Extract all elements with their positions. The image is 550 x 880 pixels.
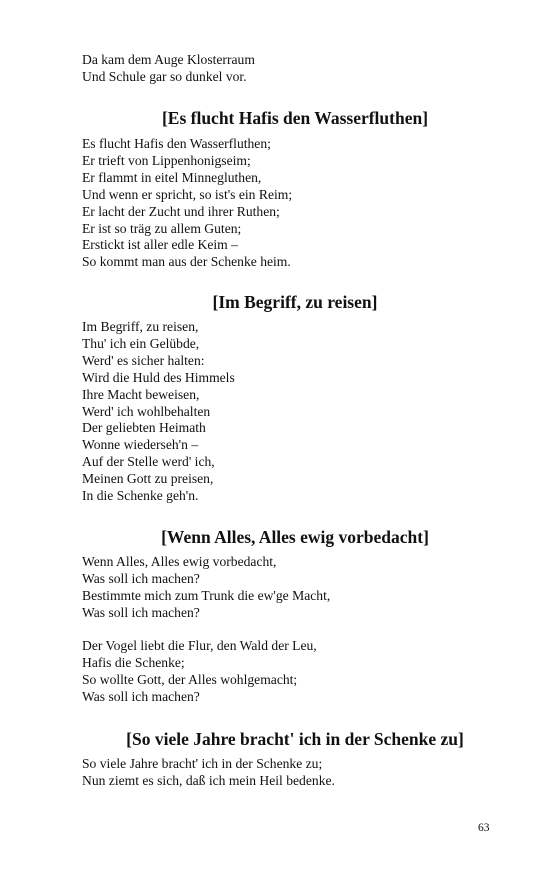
verse-line: In die Schenke geh'n. bbox=[82, 488, 199, 504]
verse-line: Meinen Gott zu preisen, bbox=[82, 471, 214, 487]
verse-line: Er ist so träg zu allem Guten; bbox=[82, 220, 242, 236]
verse-line: Auf der Stelle werd' ich, bbox=[82, 454, 215, 470]
poem-stanza bbox=[82, 319, 522, 505]
verse-line: Wonne wiederseh'n – bbox=[82, 437, 199, 453]
verse-line: Nun ziemt es sich, daß ich mein Heil bedenke. bbox=[82, 772, 335, 788]
verse-line: Erstickt ist aller edle Keim – bbox=[82, 237, 238, 253]
verse-line: Hafis die Schenke; bbox=[82, 654, 185, 670]
poem-stanza bbox=[82, 554, 522, 622]
verse-line: Er trieft von Lippenhonigseim; bbox=[82, 152, 251, 168]
verse-line: Und Schule gar so dunkel vor. bbox=[82, 68, 247, 84]
verse-line: Bestimmte mich zum Trunk die ew'ge Macht, bbox=[82, 587, 331, 603]
intro-stanza bbox=[82, 52, 522, 86]
verse-line: So kommt man aus der Schenke heim. bbox=[82, 254, 291, 270]
verse-line: Werd' es sicher halten: bbox=[82, 352, 205, 368]
poem-stanza bbox=[82, 638, 522, 706]
poem-title: [Wenn Alles, Alles ewig vorbedacht] bbox=[161, 527, 429, 547]
poem-title: [Im Begriff, zu reisen] bbox=[212, 292, 378, 312]
verse-line: Es flucht Hafis den Wasserfluthen; bbox=[82, 136, 271, 151]
verse-line: Wird die Huld des Himmels bbox=[82, 369, 235, 385]
verse-line: Was soll ich machen? bbox=[82, 570, 200, 586]
page-number: 63 bbox=[478, 822, 490, 834]
poem-title: [Es flucht Hafis den Wasserfluthen] bbox=[161, 108, 429, 128]
verse-line: So wollte Gott, der Alles wohlgemacht; bbox=[82, 671, 298, 687]
verse-line: So viele Jahre bracht' ich in der Schenke zu; bbox=[82, 756, 323, 771]
verse-line: Was soll ich machen? bbox=[82, 688, 200, 704]
verse-line: Er lacht der Zucht und ihrer Ruthen; bbox=[82, 203, 280, 219]
verse-line: Und wenn er spricht, so ist's ein Reim; bbox=[82, 186, 293, 202]
verse-line: Im Begriff, zu reisen, bbox=[82, 319, 199, 334]
verse-line: Er flammt in eitel Minnegluthen, bbox=[82, 169, 262, 185]
verse-line: Thu' ich ein Gelübde, bbox=[82, 335, 200, 351]
poem-title: [So viele Jahre bracht' ich in der Schenke zu] bbox=[126, 729, 464, 749]
poem-stanza bbox=[82, 756, 522, 790]
verse-line: Der geliebten Heimath bbox=[82, 420, 206, 436]
verse-line: Was soll ich machen? bbox=[82, 604, 200, 620]
verse-line: Da kam dem Auge Klosterraum bbox=[82, 52, 255, 67]
poem-stanza bbox=[82, 136, 522, 271]
verse-line: Wenn Alles, Alles ewig vorbedacht, bbox=[82, 554, 277, 569]
verse-line: Der Vogel liebt die Flur, den Wald der Leu, bbox=[82, 638, 317, 653]
verse-line: Werd' ich wohlbehalten bbox=[82, 403, 211, 419]
verse-line: Ihre Macht beweisen, bbox=[82, 386, 200, 402]
